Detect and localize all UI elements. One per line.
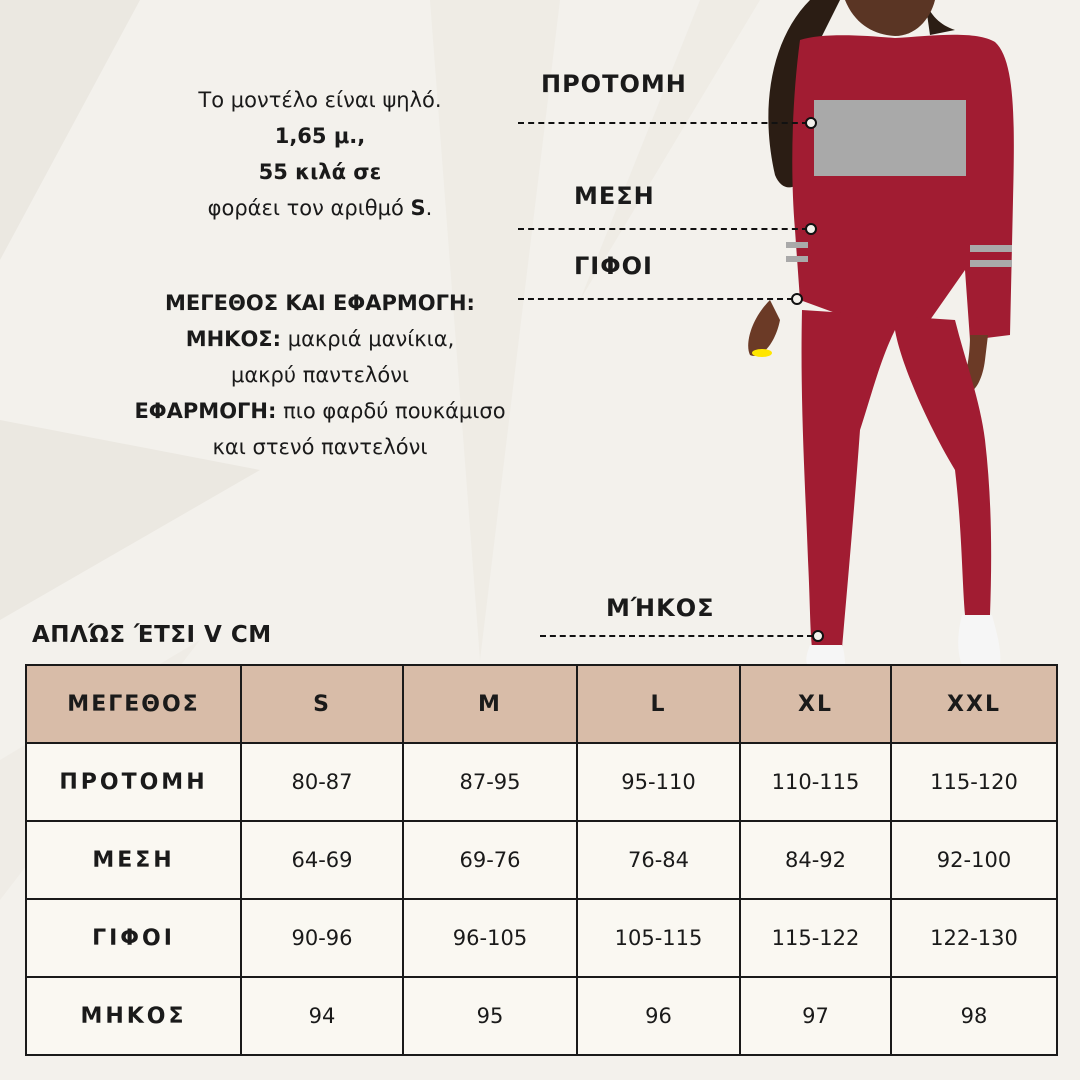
header-cell-s: S [241,665,403,743]
fit-fit-value: πιο φαρδύ πουκάμισο [276,399,506,423]
table-cell: 76-84 [577,821,740,899]
table-cell: 96 [577,977,740,1055]
hips-guide-line [518,298,793,300]
model-size-prefix: φοράει τον αριθμό [207,196,411,220]
table-cell: 92-100 [891,821,1057,899]
length-guide-line [540,635,813,637]
table-cell: 69-76 [403,821,577,899]
table-cell: 84-92 [740,821,891,899]
table-cell: 98 [891,977,1057,1055]
fit-fit-value2: και στενό παντελόνι [212,435,428,459]
fit-length-label: ΜΗΚΟΣ: [185,327,282,351]
table-cell: 94 [241,977,403,1055]
waist-guide-dot [805,223,817,235]
table-cell: 90-96 [241,899,403,977]
waist-guide-line [518,228,808,230]
row-label-hips: ΓΙΦΟΙ [26,899,241,977]
hips-label: ΓΙΦΟΙ [574,252,653,280]
row-label-waist: ΜΕΣΗ [26,821,241,899]
model-size-line [140,190,500,226]
table-header-row [26,665,1057,743]
header-cell-m: M [403,665,577,743]
header-cell-size: ΜΕΓΕΘΟΣ [26,665,241,743]
table-caption: ΑΠΛΏΣ ΈΤΣΙ V CM [32,622,272,648]
header-cell-xxl: XXL [891,665,1057,743]
table-row [26,977,1057,1055]
header-cell-l: L [577,665,740,743]
table-cell: 95-110 [577,743,740,821]
model-figure [730,0,1080,665]
model-size-value: S [410,196,426,220]
table-cell: 115-122 [740,899,891,977]
fit-heading: ΜΕΓΕΘΟΣ ΚΑΙ ΕΦΑΡΜΟΓΗ: [165,291,475,315]
table-cell: 95 [403,977,577,1055]
bust-guide-line [518,122,808,124]
model-size-suffix: . [425,196,433,220]
table-cell: 96-105 [403,899,577,977]
model-weight: 55 κιλά σε [258,160,382,184]
hips-guide-dot [791,293,803,305]
table-cell: 80-87 [241,743,403,821]
table-row [26,899,1057,977]
model-info [140,82,500,226]
table-cell: 110-115 [740,743,891,821]
table-cell: 97 [740,977,891,1055]
fit-fit-line [70,393,570,429]
size-table [25,664,1058,1056]
table-cell: 122-130 [891,899,1057,977]
waist-label: ΜΕΣΗ [574,182,655,210]
fit-fit-label: ΕΦΑΡΜΟΓΗ: [134,399,277,423]
table-cell: 115-120 [891,743,1057,821]
fit-length-value2: μακρύ παντελόνι [230,363,410,387]
table-cell: 64-69 [241,821,403,899]
fit-length-line [70,321,570,357]
table-cell: 105-115 [577,899,740,977]
bust-label: ΠΡΟΤΟΜΗ [541,70,687,98]
bust-guide-dot [805,117,817,129]
header-cell-xl: XL [740,665,891,743]
length-guide-dot [812,630,824,642]
table-cell: 87-95 [403,743,577,821]
fit-length-value: μακριά μανίκια, [281,327,455,351]
row-label-bust: ΠΡΟΤΟΜΗ [26,743,241,821]
row-label-length: ΜΗΚΟΣ [26,977,241,1055]
model-height: 1,65 μ., [274,124,366,148]
table-row [26,743,1057,821]
fit-info [70,285,570,465]
model-line1: Το μοντέλο είναι ψηλό. [198,88,442,112]
table-row [26,821,1057,899]
length-label: ΜΉΚΟΣ [606,594,715,622]
